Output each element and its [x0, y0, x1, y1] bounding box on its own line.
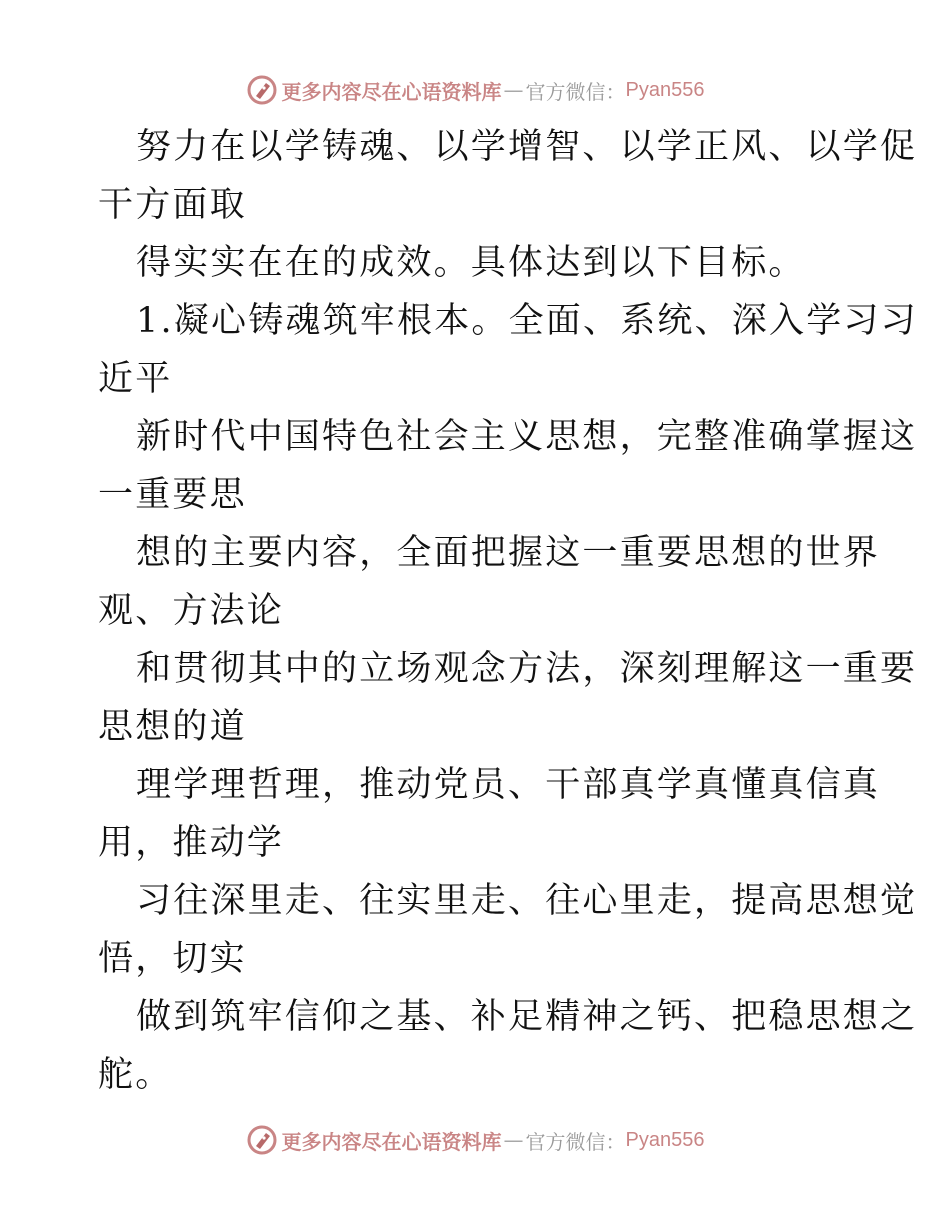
banner-separator: —: [503, 1128, 524, 1152]
text-line: 用，推动学: [98, 823, 285, 863]
text-line: 观、方法论: [98, 591, 285, 631]
text-line: 和贯彻其中的立场观念方法，深刻理解这一重要: [136, 649, 918, 689]
banner-wechat-id: Pyan556: [625, 1128, 705, 1151]
banner-wechat-id: Pyan556: [625, 78, 705, 101]
banner-official-label: 官方微信：: [525, 1129, 626, 1154]
text-line: 思想的道: [98, 707, 247, 747]
banner-separator: —: [503, 78, 524, 102]
text-line: 理学理哲理，推动党员、干部真学真懂真信真: [136, 765, 881, 805]
text-line: 做到筑牢信仰之基、补足精神之钙、把稳思想之: [136, 997, 918, 1037]
text-line: 一重要思: [98, 475, 247, 515]
text-line: 悟，切实: [98, 939, 247, 979]
text-line: 习往深里走、往实里走、往心里走，提高思想觉: [136, 881, 918, 921]
document-body: [98, 118, 918, 1104]
text-line: 得实实在在的成效。具体达到以下目标。: [136, 243, 806, 283]
banner-title: 更多内容尽在心语资料库: [281, 79, 502, 104]
text-line: 1.凝心铸魂筑牢根本。全面、系统、深入学习习: [136, 301, 918, 341]
pen-nib-circle-icon: [246, 1124, 278, 1156]
banner-official-label: 官方微信：: [525, 79, 626, 104]
pen-nib-circle-icon: [246, 74, 278, 106]
text-line: 干方面取: [98, 185, 247, 225]
header-banner: [0, 70, 950, 110]
text-line: 舵。: [98, 1055, 173, 1095]
text-line: 想的主要内容，全面把握这一重要思想的世界: [136, 533, 881, 573]
text-line: 努力在以学铸魂、以学增智、以学正风、以学促: [136, 127, 918, 167]
banner-title: 更多内容尽在心语资料库: [281, 1129, 502, 1154]
footer-banner: [0, 1120, 950, 1160]
text-line: 新时代中国特色社会主义思想，完整准确掌握这: [136, 417, 918, 457]
text-line: 近平: [98, 359, 173, 399]
